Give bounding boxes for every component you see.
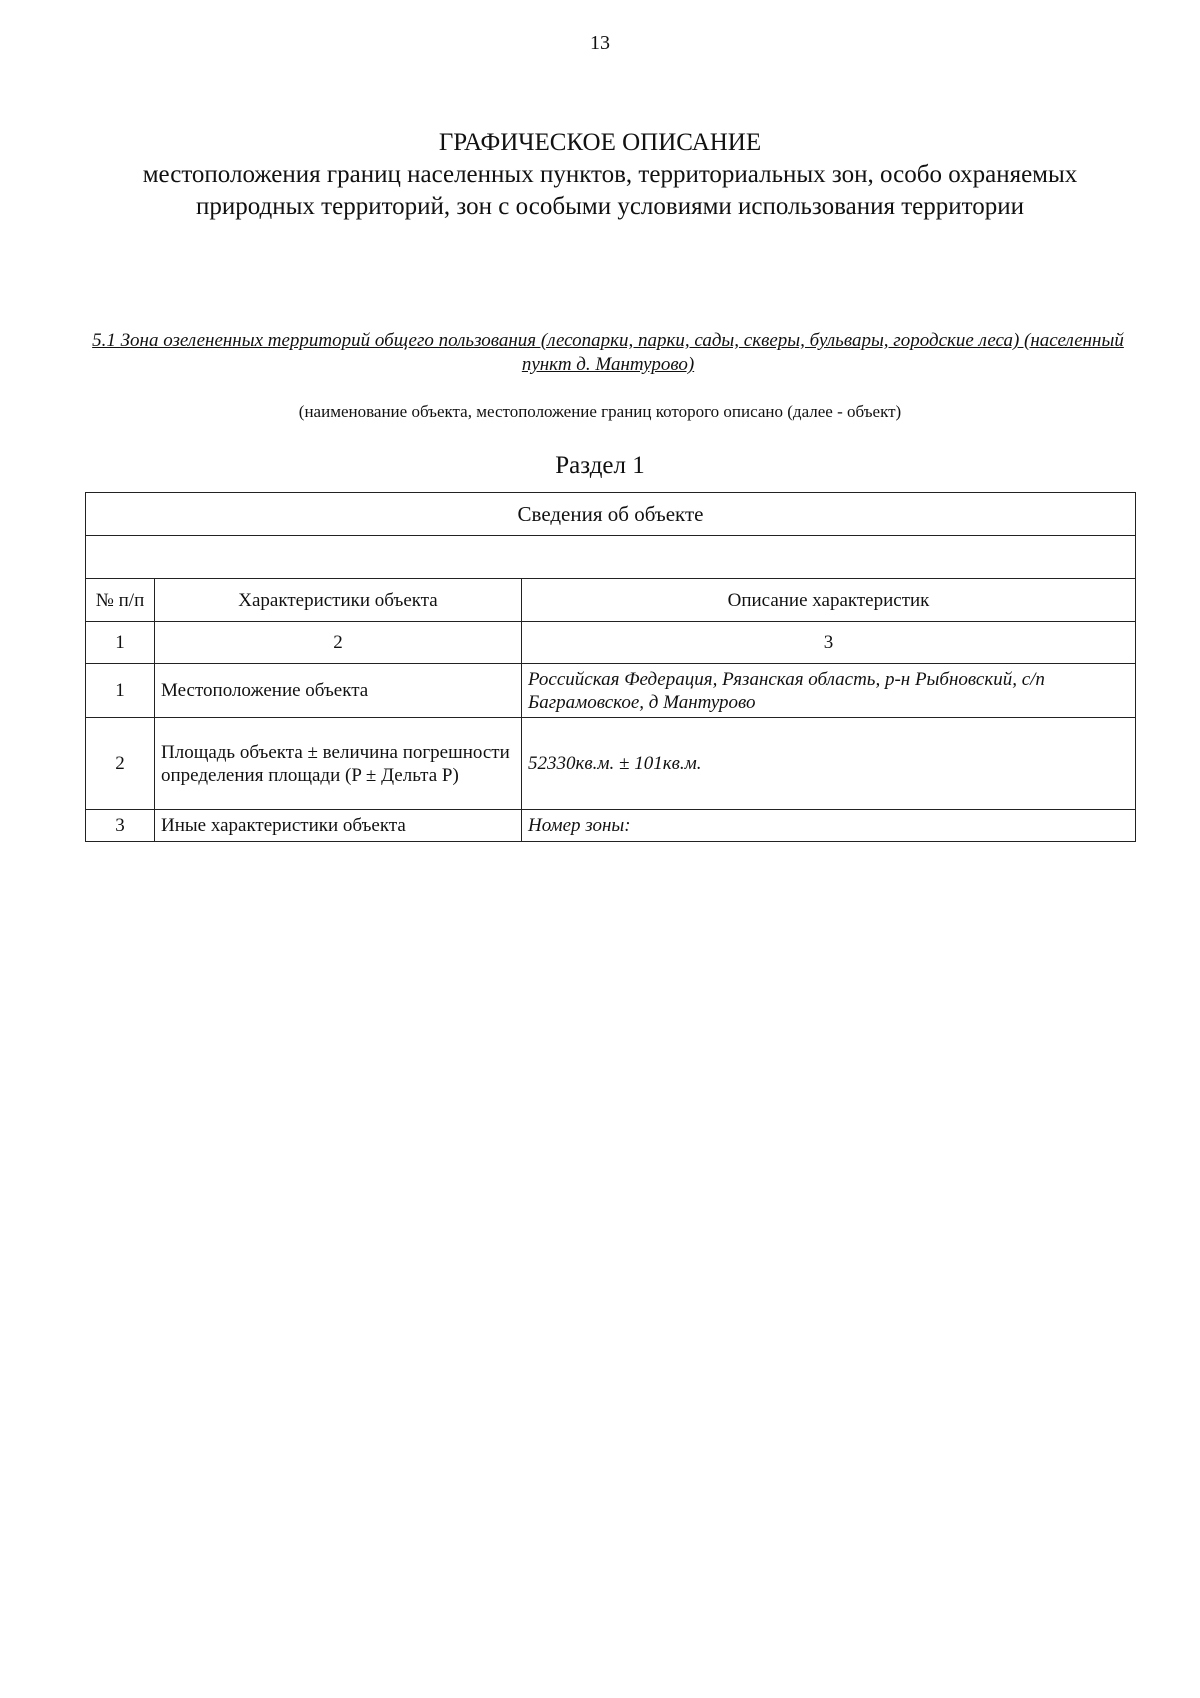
object-name: 5.1 Зона озелененных территорий общего пользования (лесопарки, парки, сады, скверы, бульвары, городские леса) (населенный пункт д. Мантурово) bbox=[92, 330, 1124, 375]
row-description: 52330кв.м. ± 101кв.м. bbox=[522, 718, 1136, 810]
column-number-3: 3 bbox=[522, 622, 1136, 664]
document-title: ГРАФИЧЕСКОЕ ОПИСАНИЕ bbox=[438, 129, 762, 156]
column-number-1: 1 bbox=[86, 622, 155, 664]
row-number: 1 bbox=[86, 664, 155, 718]
table-empty-cell bbox=[86, 536, 1136, 579]
row-characteristic: Местоположение объекта bbox=[155, 664, 522, 718]
row-characteristic: Площадь объекта ± величина погрешности определения площади (P ± Дельта P) bbox=[155, 718, 522, 810]
object-info-table bbox=[85, 492, 1136, 842]
table-empty-row bbox=[86, 536, 1136, 579]
page-number: 13 bbox=[590, 32, 610, 54]
row-number: 3 bbox=[86, 810, 155, 842]
row-description: Российская Федерация, Рязанская область, р-н Рыбновский, с/п Баграмовское, д Мантурово bbox=[522, 664, 1136, 718]
object-name-caption: (наименование объекта, местоположение границ которого описано (далее - объект) bbox=[298, 402, 902, 421]
table-header-row bbox=[86, 579, 1136, 622]
table-caption-row bbox=[86, 493, 1136, 536]
table-row bbox=[86, 810, 1136, 842]
header-number: № п/п bbox=[86, 579, 155, 622]
table-row bbox=[86, 718, 1136, 810]
table-column-numbers-row bbox=[86, 622, 1136, 664]
header-description: Описание характеристик bbox=[522, 579, 1136, 622]
section-title: Раздел 1 bbox=[555, 452, 645, 479]
row-description: Номер зоны: bbox=[522, 810, 1136, 842]
header-characteristic: Характеристики объекта bbox=[155, 579, 522, 622]
row-number: 2 bbox=[86, 718, 155, 810]
row-characteristic: Иные характеристики объекта bbox=[155, 810, 522, 842]
table-caption: Сведения об объекте bbox=[86, 493, 1136, 536]
document-subtitle: местоположения границ населенных пунктов, территориальных зон, особо охраняемых природных территорий, зон с особыми условиями использования территории bbox=[142, 161, 1078, 220]
table-row bbox=[86, 664, 1136, 718]
column-number-2: 2 bbox=[155, 622, 522, 664]
